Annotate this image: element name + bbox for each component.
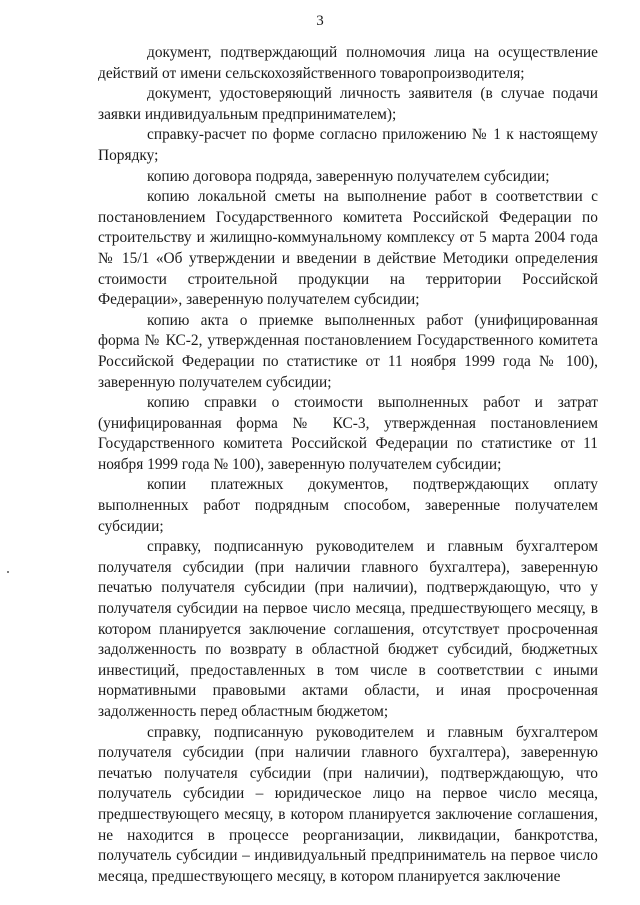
paragraph-identity-document: документ, удостоверяющий личность заявителя (в случае подачи заявки индивидуальным предпринимателем); bbox=[98, 85, 598, 123]
paragraph-local-estimate: копию локальной сметы на выполнение работ в соответствии с постановлением Государственного комитета Российской Федерации по строительству и жилищно-коммунальному комплексу от 5 марта 2004 года № 15/1 «Об утверждении и введении в действие Методики определения стоимости строительной продукции на территории Российской Федерации», заверенную получателем субсидии; bbox=[98, 188, 598, 309]
paragraph-ks2-act: копию акта о приемке выполненных работ (унифицированная форма № КС-2, утвержденная постановлением Государственного комитета Российской Федерации по статистике от 11 ноября 1999 года № 100), заверенную получателем субсидии; bbox=[98, 311, 598, 391]
paragraph-calculation-certificate: справку-расчет по форме согласно приложению № 1 к настоящему Порядку; bbox=[98, 126, 598, 164]
paragraph-reorganization-certificate: справку, подписанную руководителем и главным бухгалтером получателя субсидии (при наличии главного бухгалтера), заверенную печатью получателя субсидии (при наличии), подтверждающую, что получатель субсидии – юридическое лицо на первое число месяца, предшествующего месяцу, в котором планируется заключение соглашения, не находится в процессе реорганизации, ликвидации, банкротства, получатель субсидии – индивидуальный предприниматель на первое число месяца, предшествующего месяцу, в котором планируется заключение bbox=[98, 723, 598, 885]
paragraph-contract-copy: копию договора подряда, заверенную получателем субсидии; bbox=[147, 167, 550, 185]
margin-mark bbox=[7, 571, 9, 573]
document-body bbox=[98, 43, 598, 887]
paragraph-ks3-certificate: копию справки о стоимости выполненных работ и затрат (унифицированная форма № КС-3, утвержденная постановлением Государственного комитета Российской Федерации по статистике от 11 ноября 1999 года № 100), заверенную получателем субсидии; bbox=[98, 394, 598, 473]
paragraph-authority-document: документ, подтверждающий полномочия лица на осуществление действий от имени сельскохозяйственного товаропроизводителя; bbox=[98, 44, 598, 82]
paragraph-debt-certificate: справку, подписанную руководителем и главным бухгалтером получателя субсидии (при наличии главного бухгалтера), заверенную печатью получателя субсидии (при наличии), подтверждающую, что у получателя субсидии на первое число месяца, предшествующего месяцу, в котором планируется заключение соглашения, отсутствует просроченная задолженность по возврату в областной бюджет субсидий, бюджетных инвестиций, предоставленных в том числе в соответствии с иными нормативными правовыми актами области, и иная просроченная задолженность перед областным бюджетом; bbox=[98, 538, 598, 720]
paragraph-payment-documents: копии платежных документов, подтверждающих оплату выполненных работ подрядным способом, заверенные получателем субсидии; bbox=[98, 476, 598, 535]
page-number: 3 bbox=[316, 13, 324, 29]
